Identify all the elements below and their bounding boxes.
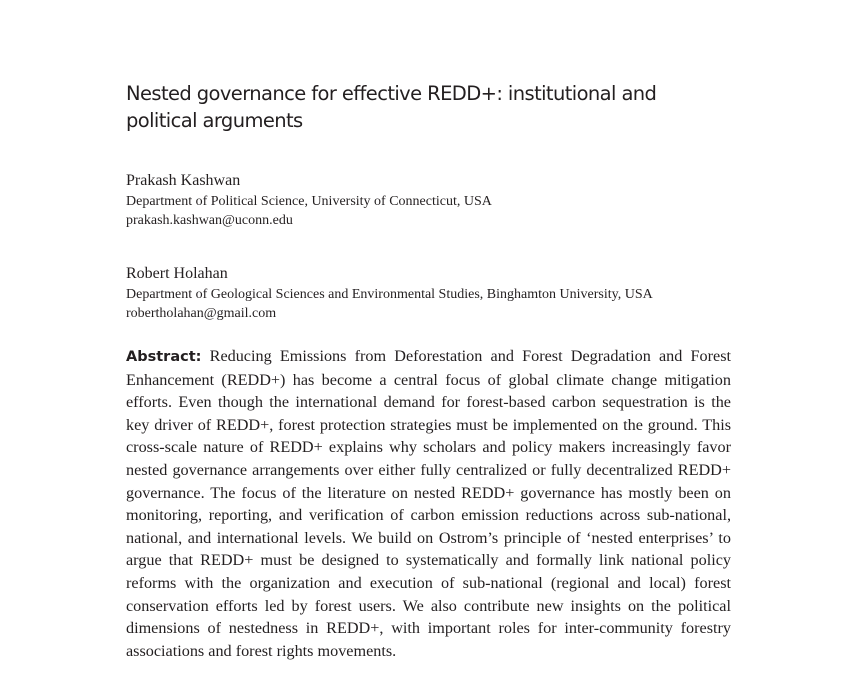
author-name: Robert Holahan — [126, 265, 228, 282]
abstract — [126, 345, 731, 662]
author-email: robertholahan@gmail.com — [126, 306, 277, 321]
author-name: Prakash Kashwan — [126, 172, 241, 189]
author-affiliation: Department of Political Science, University of Connecticut, USA — [126, 194, 492, 209]
abstract-text: Reducing Emissions from Deforestation and Forest Degradation and Forest Enhancement (REDD+) has become a central focus of global climate change mitigation efforts. Even though the international demand for forest-based carbon sequestration is the key driver of REDD+, forest protection strategies must be implemented on the ground. This cross-scale nature of REDD+ explains why scholars and policy makers increasingly favor nested governance arrangements over either fully centralized or fully decentralized REDD+ governance. The focus of the literature on nested REDD+ governance has mostly been on monitoring, reporting, and verification of carbon emission reductions across sub-national, national, and international levels. We build on Ostrom’s principle of ‘nested enterprises’ to argue that REDD+ must be designed to systematically and formally link national policy reforms with the organization and execution of sub-national (regional and local) forest conservation efforts led by forest users. We also contribute new insights on the political dimensions of nestedness in REDD+, with important roles for inter-community forestry associations and forest rights movements. — [126, 347, 732, 660]
author-email: prakash.kashwan@uconn.edu — [126, 213, 293, 228]
abstract-label: Abstract: — [126, 349, 202, 365]
author-affiliation: Department of Geological Sciences and Environmental Studies, Binghamton University, USA — [126, 287, 653, 302]
author-block-2 — [126, 263, 766, 323]
author-block-1 — [126, 170, 766, 230]
paper-title: Nested governance for effective REDD+: institutional and political arguments — [126, 82, 657, 132]
